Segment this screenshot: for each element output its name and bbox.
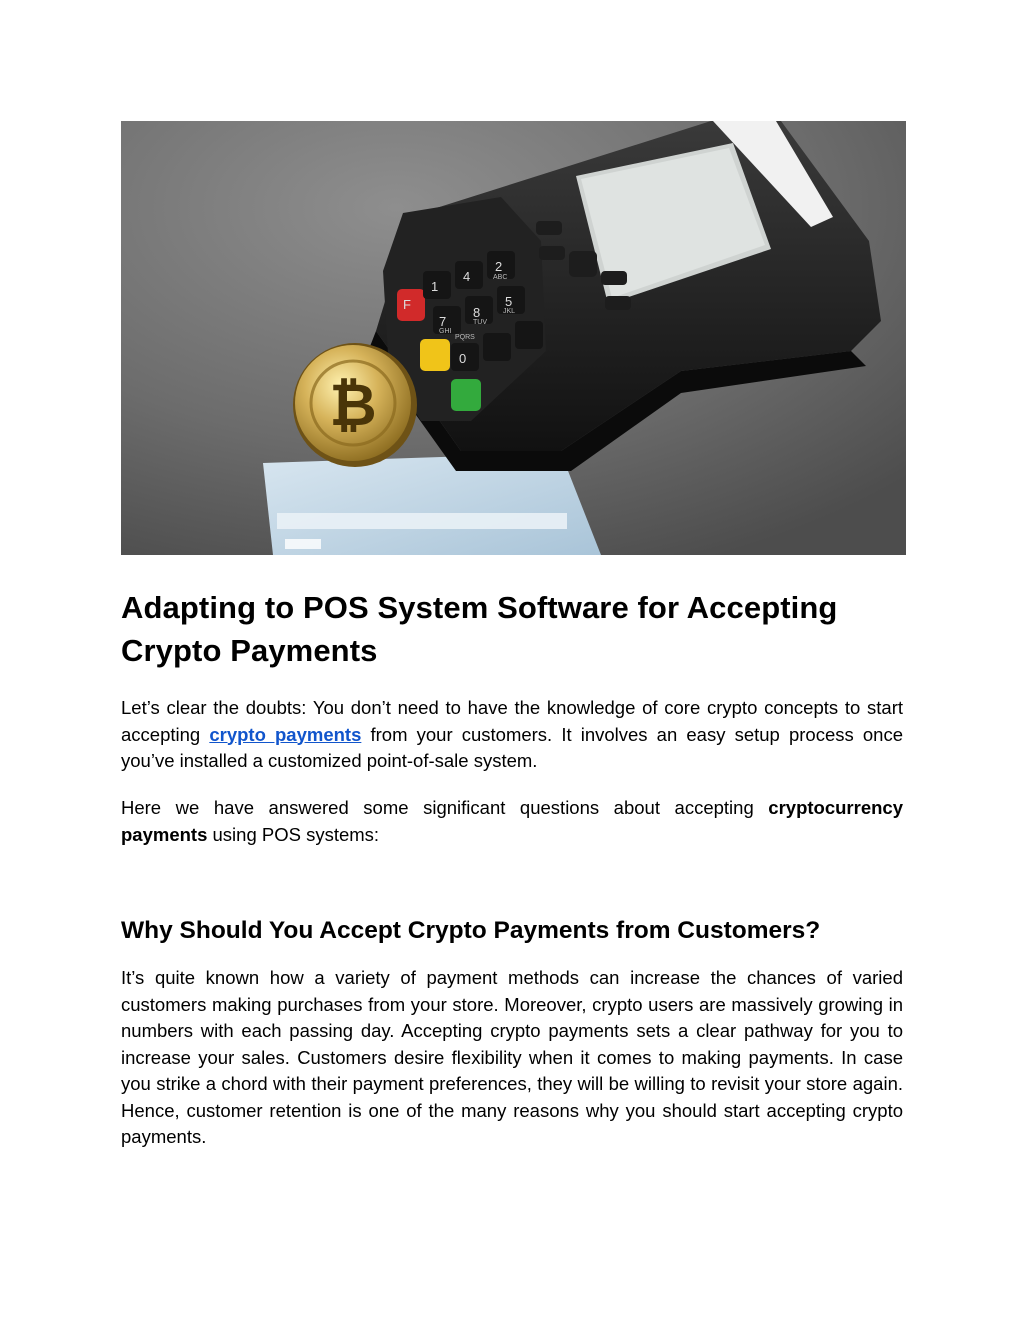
key-label: 8 [473,305,481,320]
crypto-payments-link[interactable]: crypto payments [209,723,362,745]
key-sub-label: ABC [493,274,508,281]
key-sub-label: JKL [503,308,516,315]
key-sub-label: GHI [439,328,452,335]
intro-text-before-link: Let’s clear the doubts: You don’t need to have the knowledge of core crypto concepts to start accepting [121,697,903,745]
key-label: 4 [463,269,471,284]
key-label: 0 [459,351,467,366]
cryptocurrency-payments-bold: cryptocurrency payments [121,797,903,845]
pos-terminal-photo [121,121,906,555]
questions-intro-paragraph [121,795,903,848]
section-body-paragraph: It’s quite known how a variety of payment methods can increase the chances of varied customers making purchases from your store. Moreover, crypto users are massively growing in numbers with each passing day. Accepting crypto payments sets a clear pathway for you to increase your sales. Customers desire flexibility when it comes to making payments. In case you strike a chord with their payment preferences, they will be willing to revisit your store again. Hence, customer retention is one of the many reasons why you should start accepting crypto payments. [121,967,903,1147]
key-label: 7 [439,314,447,329]
key-sub-label: TUV [473,319,487,326]
intro-paragraph [121,695,903,775]
key-label: F [403,297,411,312]
bitcoin-symbol: ₿ [329,371,377,439]
key-label: 5 [505,294,513,309]
questions-intro-text: Here we have answered some significant questions about accepting [121,797,769,818]
key-label: 2 [495,259,503,274]
bitcoin-coin [293,343,417,467]
hero-image [121,121,906,555]
key-sub-label: PQRS [455,334,475,341]
questions-intro-tail: using POS systems: [207,823,380,845]
section-heading: Why Should You Accept Crypto Payments from Customers? [121,917,821,944]
intro-text-after-link: from your customers. It involves an easy setup process once you’ve installed a customized point-of-sale system. [121,723,903,771]
key-label: 1 [431,279,439,294]
article-title: Adapting to POS System Software for Accepting Crypto Payments [121,590,838,668]
